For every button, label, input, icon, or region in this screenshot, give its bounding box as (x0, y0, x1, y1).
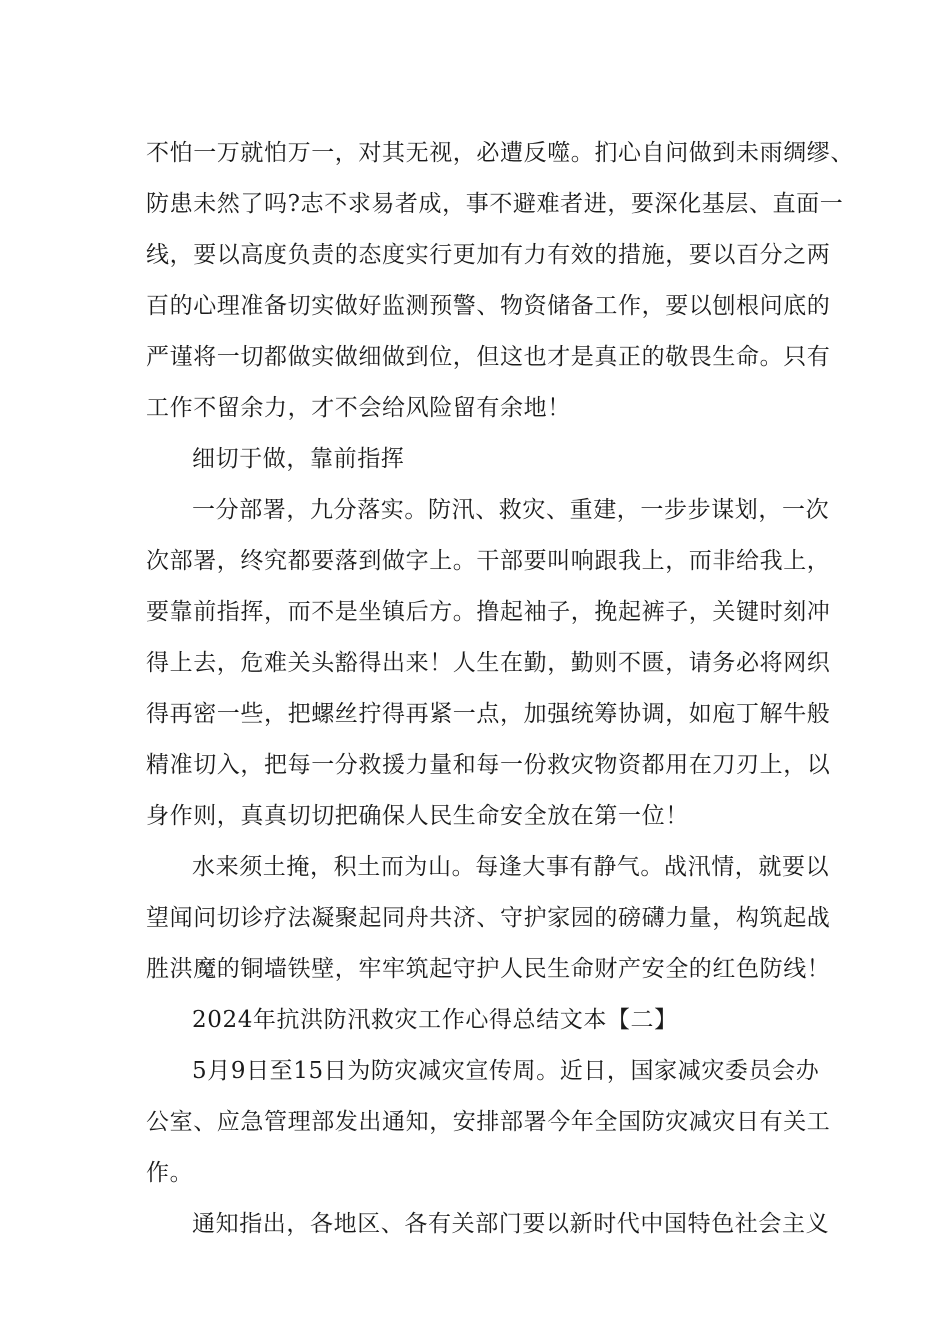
text-line: 不怕一万就怕万一，对其无视，必遭反噬。扪心自问做到未雨绸缪、 (146, 140, 854, 166)
text-line: 线，要以高度负责的态度实行更加有力有效的措施，要以百分之两 (146, 242, 831, 268)
text-line: 水来须土掩，积土而为山。每逢大事有静气。战汛情，就要以 (192, 854, 830, 880)
text-line: 得上去，危难关头豁得出来！人生在勤，勤则不匮，请务必将网织 (146, 650, 831, 676)
text-line: 要靠前指挥，而不是坐镇后方。撸起袖子，挽起裤子，关键时刻冲 (146, 599, 831, 625)
text-line: 严谨将一切都做实做细做到位，但这也才是真正的敬畏生命。只有 (146, 344, 831, 370)
text-line: 望闻问切诊疗法凝聚起同舟共济、守护家园的磅礴力量，构筑起战 (146, 905, 831, 931)
text-line: 得再密一些，把螺丝拧得再紧一点，加强统筹协调，如庖丁解牛般 (146, 701, 831, 727)
paragraph-unity (146, 842, 836, 995)
paragraph-notice (146, 1199, 836, 1250)
text-line: 一分部署，九分落实。防汛、救灾、重建，一步步谋划，一次 (192, 497, 830, 523)
text-line: 防患未然了吗?志不求易者成，事不避难者进，要深化基层、直面一 (146, 191, 844, 217)
text-line: 公室、应急管理部发出通知，安排部署今年全国防灾减灾日有关工 (146, 1109, 831, 1135)
text-line: 次部署，终究都要落到做字上。干部要叫响跟我上，而非给我上， (146, 548, 831, 574)
text-line: 百的心理准备切实做好监测预警、物资储备工作，要以刨根问底的 (146, 293, 831, 319)
section-heading-part-two (146, 995, 836, 1046)
text-line: 身作则，真真切切把确保人民生命安全放在第一位！ (146, 803, 689, 829)
text-line: 工作不留余力，才不会给风险留有余地！ (146, 395, 571, 421)
text-line: 胜洪魔的铜墙铁壁，牢牢筑起守护人民生命财产安全的红色防线！ (146, 956, 831, 982)
text-line: 5月9日至15日为防灾减灾宣传周。近日，国家减灾委员会办 (192, 1058, 820, 1084)
text-line: 作。 (146, 1160, 194, 1186)
section-heading-front-command (146, 434, 836, 485)
paragraph-risk-awareness (146, 128, 854, 434)
text-line: 通知指出，各地区、各有关部门要以新时代中国特色社会主义 (192, 1211, 830, 1237)
heading-line: 细切于做，靠前指挥 (192, 446, 405, 472)
heading-line: 2024年抗洪防汛救灾工作心得总结文本【二】 (192, 1007, 678, 1033)
paragraph-implementation (146, 485, 836, 842)
document-body (146, 128, 854, 1250)
paragraph-disaster-week (146, 1046, 836, 1199)
text-line: 精准切入，把每一分救援力量和每一份救灾物资都用在刀刃上，以 (146, 752, 831, 778)
